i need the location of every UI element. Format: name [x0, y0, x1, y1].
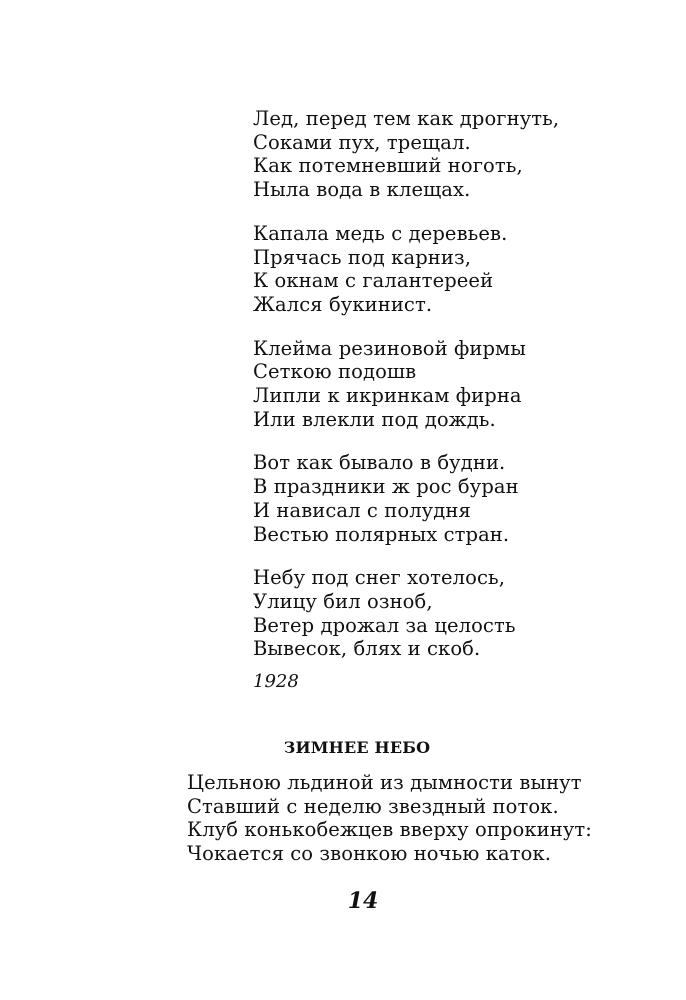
stanza [253, 337, 633, 432]
poem-line: Липли к икринкам фирна [253, 384, 522, 408]
poem-line: Вывесок, блях и скоб. [253, 637, 481, 661]
poem-line: Или влекли под дождь. [253, 407, 496, 431]
poem-line: Ныла вода в клещах. [253, 178, 471, 202]
stanza [253, 451, 633, 546]
poem-line: Капала медь с деревьев. [253, 221, 508, 245]
stanza [253, 107, 633, 202]
poem-line: Клейма резиновой фирмы [253, 336, 526, 360]
stanza [253, 566, 633, 661]
poem-line: Как потемневший ноготь, [253, 154, 523, 178]
poem-line: Чокается со звонкою ночью каток. [187, 842, 552, 866]
poem-date: 1928 [253, 671, 299, 693]
poem-line: Сеткою подошв [253, 360, 417, 384]
poem-line: Ветер дрожал за целость [253, 613, 516, 637]
poem-line: К окнам с галантереей [253, 269, 494, 293]
page-number: 14 [347, 888, 379, 914]
poem-line: Вестью полярных стран. [253, 522, 510, 546]
poem-line: Улицу бил озноб, [253, 589, 433, 613]
poem-2 [187, 771, 647, 866]
poem-1 [253, 107, 633, 693]
poem-line: Соками пух, трещал. [253, 130, 471, 154]
poem-title: ЗИМНЕЕ НЕБО [283, 738, 431, 757]
poem-line: Лед, перед тем как дрогнуть, [253, 107, 560, 130]
poem-line: Цельною льдиной из дымности вынут [187, 771, 582, 794]
poem-line: Прячась под карниз, [253, 245, 472, 269]
poem-line: В праздники ж рос буран [253, 475, 519, 499]
poem-line: Вот как бывало в будни. [253, 451, 506, 475]
poem-line: Клуб конькобежцев вверху опрокинут: [187, 818, 592, 842]
poem-line: Небу под снег хотелось, [253, 566, 506, 590]
stanza [253, 222, 633, 317]
poem-line: Ставший с неделю звездный поток. [187, 794, 559, 818]
poem-line: Жался букинист. [253, 292, 433, 316]
poem-line: И нависал с полудня [253, 498, 471, 522]
